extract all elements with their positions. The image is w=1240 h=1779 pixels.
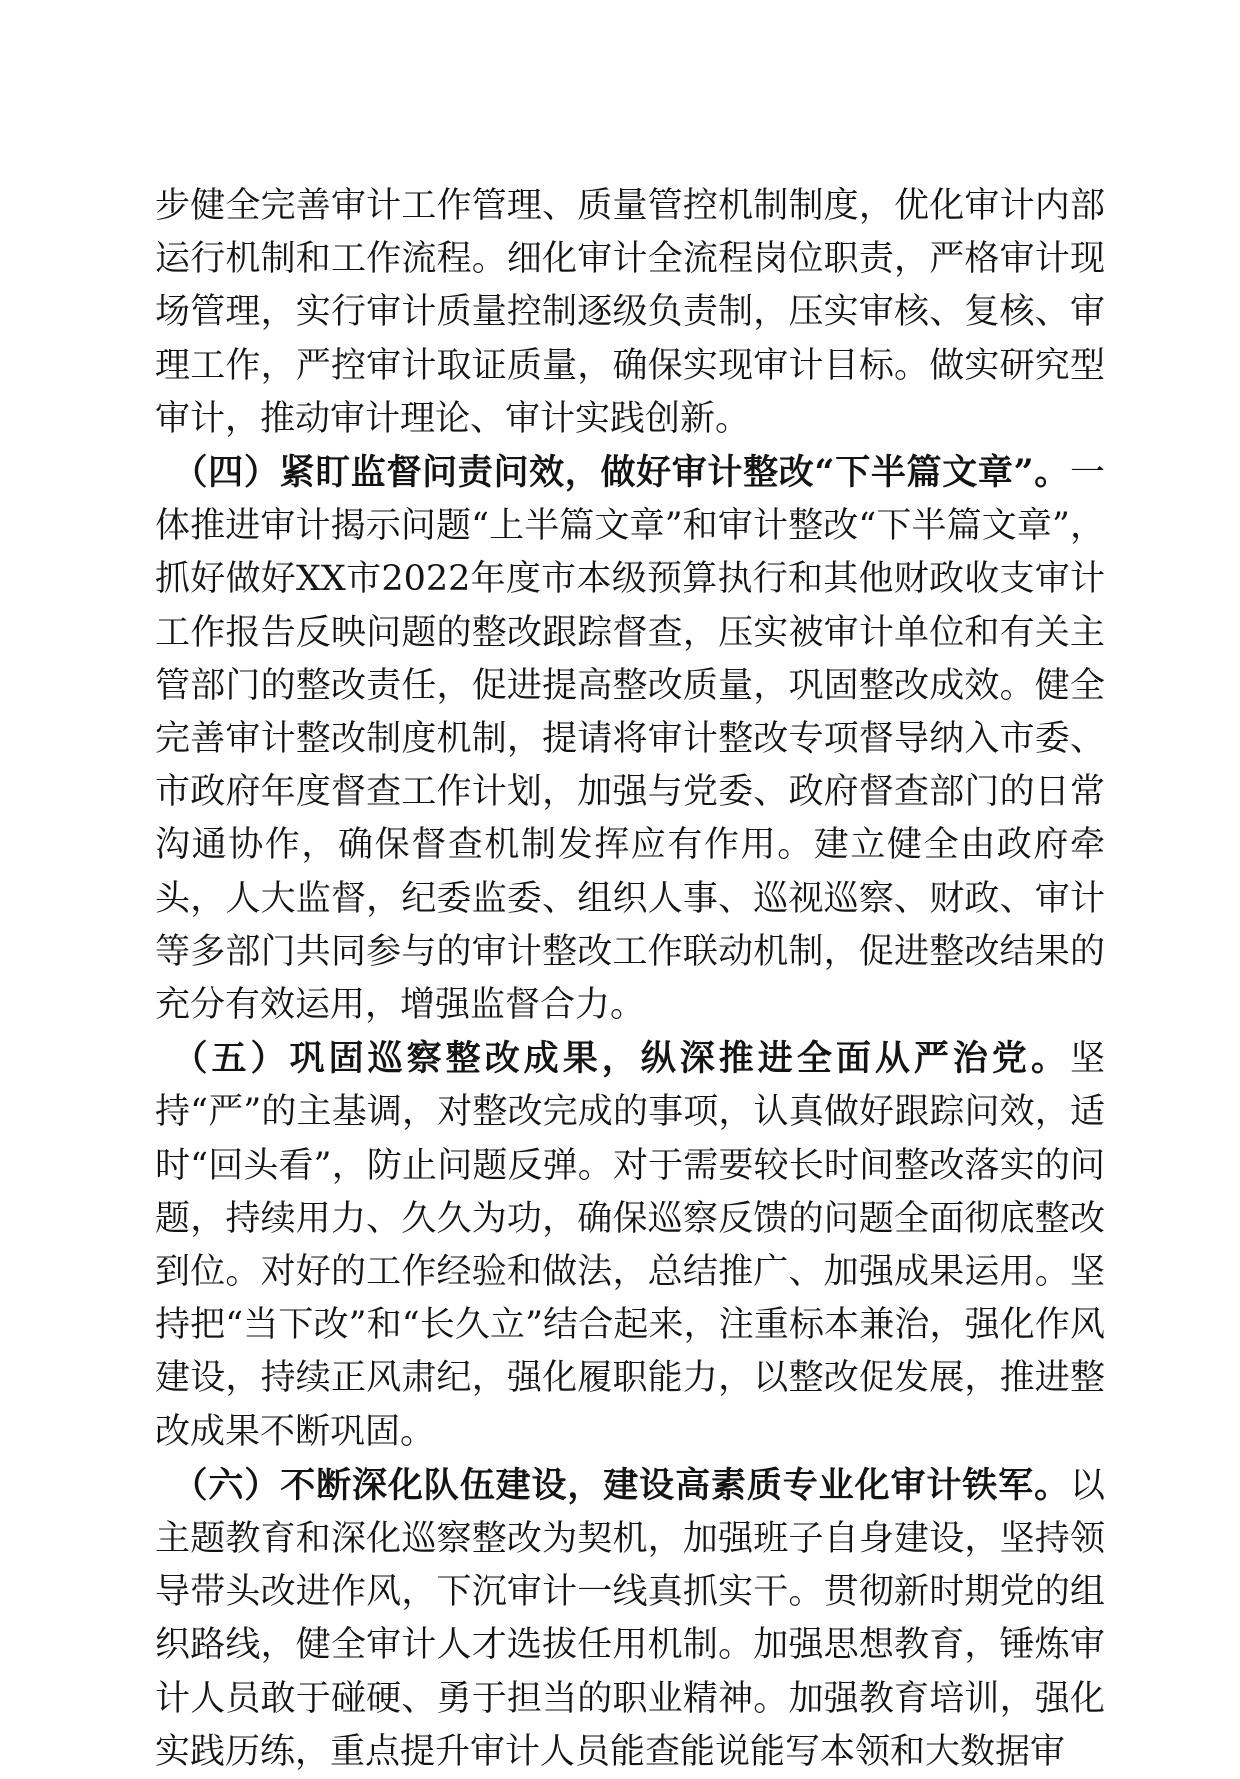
section-heading: （六）不断深化队伍建设，建设高素质专业化审计铁军。 bbox=[172, 1464, 1070, 1506]
paragraph-text: 步健全完善审计工作管理、质量管控机制制度，优化审计内部运行机制和工作流程。细化审计全流程岗位职责，严格审计现场管理，实行审计质量控制逐级负责制，压实审核、复核、审理工作，严控审计取证质量，确保实现审计目标。做实研究型审计，推动审计理论、审计实践创新。 bbox=[155, 186, 1105, 439]
paragraph-text: 以主题教育和深化巡察整改为契机，加强班子自身建设，坚持领导带头改进作风，下沉审计一线真抓实干。贯彻新时期党的组织路线，健全审计人才选拔任用机制。加强思想教育，锤炼审计人员敢于碰硬、勇于担当的职业精神。加强教育培训，强化实践历练，重点提升审计人员能查能说能写本领和大数据审 bbox=[155, 1465, 1105, 1772]
paragraph-section-4 bbox=[155, 446, 1105, 1032]
document-body bbox=[155, 180, 1105, 1779]
paragraph-section-5 bbox=[155, 1032, 1105, 1459]
section-heading: （五）巩固巡察整改成果，纵深推进全面从严治党。 bbox=[172, 1038, 1070, 1080]
paragraph-continuation bbox=[155, 180, 1105, 446]
paragraph-section-6 bbox=[155, 1459, 1105, 1779]
paragraph-text: 坚持“严”的主基调，对整改完成的事项，认真做好跟踪问效，适时“回头看”，防止问题反弹。对于需要较长时间整改落实的问题，持续用力、久久为功，确保巡察反馈的问题全面彻底整改到位。对好的工作经验和做法，总结推广、加强成果运用。坚持把“当下改”和“长久立”结合起来，注重标本兼治，强化作风建设，持续正风肃纪，强化履职能力，以整改促发展，推进整改成果不断巩固。 bbox=[155, 1039, 1105, 1452]
section-heading: （四）紧盯监督问责问效，做好审计整改“下半篇文章”。 bbox=[172, 452, 1070, 494]
paragraph-text: 一体推进审计揭示问题“上半篇文章”和审计整改“下半篇文章”，抓好做好XX市2022年度市本级预算执行和其他财政收支审计工作报告反映问题的整改跟踪督查，压实被审计单位和有关主管部门的整改责任，促进提高整改质量，巩固整改成效。健全完善审计整改制度机制，提请将审计整改专项督导纳入市委、市政府年度督查工作计划，加强与党委、政府督查部门的日常沟通协作，确保督查机制发挥应有作用。建立健全由政府牵头，人大监督，纪委监委、组织人事、巡视巡察、财政、审计等多部门共同参与的审计整改工作联动机制，促进整改结果的充分有效运用，增强监督合力。 bbox=[155, 453, 1105, 1026]
